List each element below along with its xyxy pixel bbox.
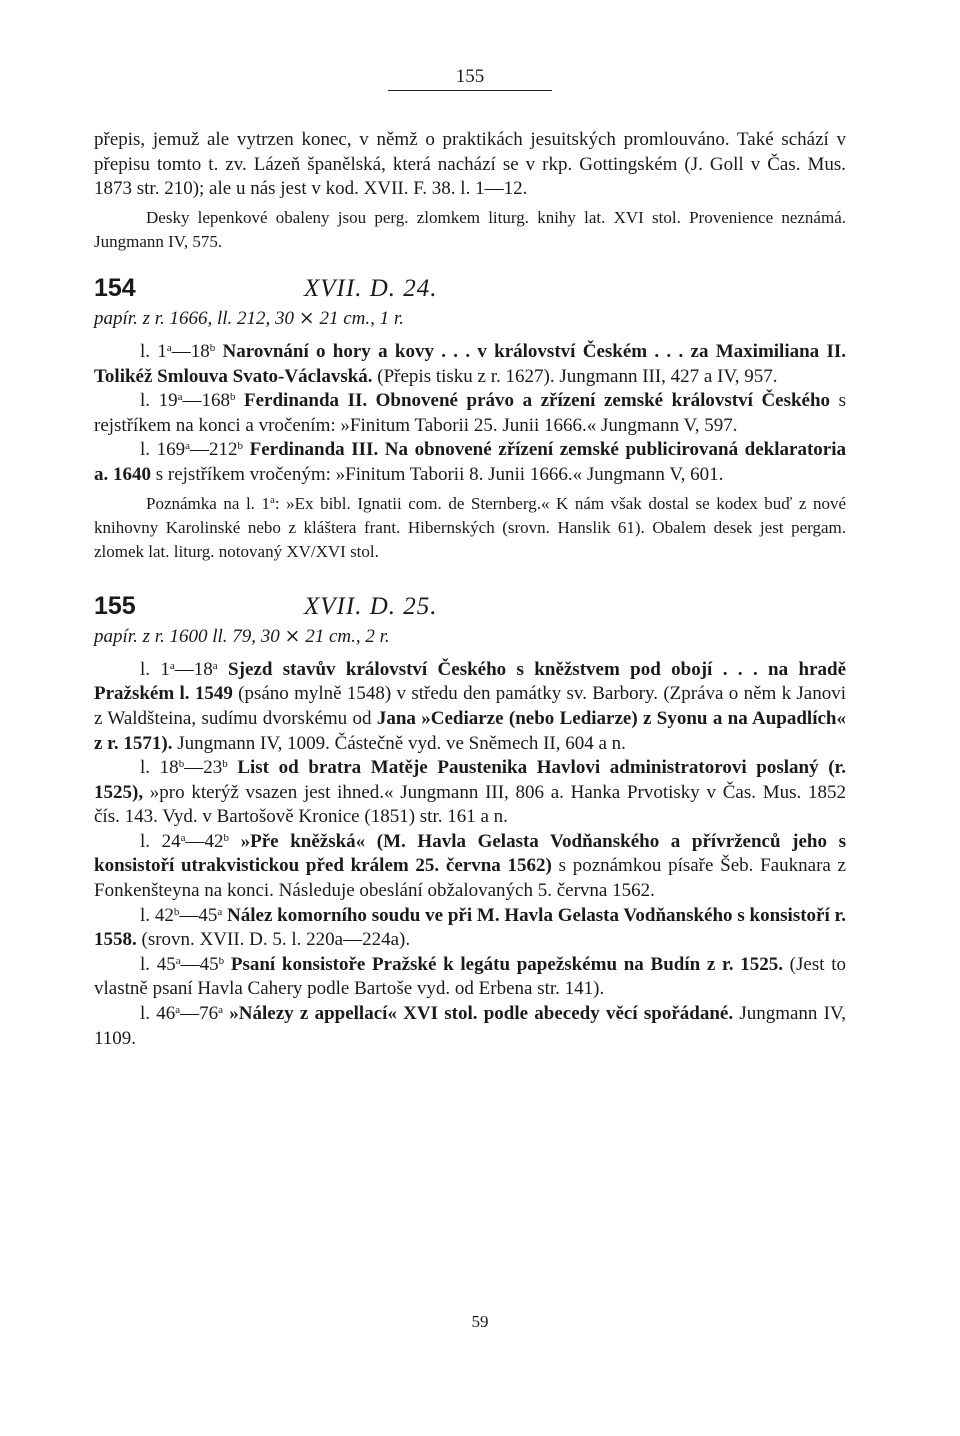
entry-signature: XVII. D. 25.	[304, 592, 438, 620]
item-155-3: l. 24$^a$—42$^b$ »Pře kněžská« (M. Havla Gelasta Vodňanského a přívrženců jeho s konsistoří utrakvistickou před králem 25. června 1562) s poznámkou písaře Šeb. Fauknara z Fonkenšteyna na konci. Následuje obeslání obžalovaných 5. června 1562.	[94, 830, 846, 902]
item-154-2: l. 19$^a$—168$^b$ Ferdinanda II. Obnovené právo a zřízení zemské království Českého s rejstříkem na konci a vročením: »Finitum Taborii 25. Junii 1666.« Jungmann V, 597.	[94, 390, 846, 436]
item-155-5: l. 45$^a$—45$^b$ Psaní konsistoře Pražské k legátu papežskému na Budín z r. 1525. (Jest to vlastně psaní Havla Cahery podle Bartoše vyd. od Erbena str. 141).	[94, 953, 846, 1000]
entry-number: 154	[94, 273, 136, 302]
item-155-1: l. 1$^a$—18$^a$ Sjezd stavův království Českého s kněžstvem pod obojí . . . na hradě Pražském l. 1549 (psáno mylně 1548) v středu den památky sv. Barbory. (Zpráva o něm k Janovi z Waldšteina, sudímu dvorskému od Jana »Cediarze (nebo Lediarze) z Syonu a na Aupadlích« z r. 1571). Jungmann IV, 1009. Částečně vyd. ve Sněmech II, 604 a n.	[94, 658, 846, 754]
item-155-6: l. 46$^a$—76$^a$ »Nálezy z appellací« XVI stol. podle abecedy věcí spořádané. Jungmann IV, 1109.	[94, 1003, 847, 1049]
entry-signature: XVII. D. 24.	[304, 274, 438, 302]
entry-heading-154	[94, 273, 846, 302]
item-155-4: l. 42$^b$—45$^a$ Nález komorního soudu ve při M. Havla Gelasta Vodňanského s konsistoří r. 1558. (srovn. XVII. D. 5. l. 220a—224a).	[94, 904, 847, 951]
page-number: 155	[388, 66, 552, 91]
page-content	[94, 128, 846, 1051]
entry-heading-155	[94, 591, 846, 620]
intro-note: Desky lepenkové obaleny jsou perg. zlomkem liturg. knihy lat. XVI stol. Provenience neznámá. Jungmann IV, 575.	[94, 207, 846, 251]
note-154: Poznámka na l. 1$^a$: »Ex bibl. Ignatii com. de Sternberg.« K nám však dostal se kodex buď z nové knihovny Karolinské nebo z kláštera frant. Hibernských (srovn. Hanslik 61). Obalem desek jest pergam. zlomek lat. liturg. notovaný XV/XVI stol.	[94, 493, 846, 561]
entry-description: papír. z r. 1666, ll. 212, 30 ⨯ 21 cm., 1 r.	[94, 308, 404, 330]
intro-paragraph: přepis, jemuž ale vytrzen konec, v němž o praktikách jesuitských promlouváno. Také schází v přepisu tomto t. zv. Lázeň španělská, která nachází se v rkp. Gottingském (J. Goll v Čas. Mus. 1873 str. 210); ale u nás jest v kod. XVII. F. 38. l. 1—12.	[94, 129, 846, 200]
entry-number: 155	[94, 591, 136, 620]
item-155-2: l. 18$^b$—23$^b$ List od bratra Matěje Paustenika Havlovi administratorovi poslaný (r. 1525), »pro kterýž vsazen jest ihned.« Jungmann III, 806 a. Hanka Prvotisky v Čas. Mus. 1852 čís. 143. Vyd. v Bartošově Kronice (1851) str. 161 a n.	[94, 757, 846, 828]
item-154-3: l. 169$^a$—212$^b$ Ferdinanda III. Na obnovené zřízení zemské publicirovaná deklaratoria a. 1640 s rejstříkem vročeným: »Finitum Taborii 8. Junii 1666.« Jungmann V, 601.	[94, 439, 846, 485]
item-154-1: l. 1$^a$—18$^b$ Narovnání o hory a kovy . . . v království Českém . . . za Maximiliana II. Tolikéž Smlouva Svato-Václavská. (Přepis tisku z r. 1627). Jungmann III, 427 a IV, 957.	[94, 340, 847, 387]
entry-description: papír. z r. 1600 ll. 79, 30 ⨯ 21 cm., 2 r.	[94, 626, 390, 648]
footer-number: 59	[471, 1312, 489, 1331]
